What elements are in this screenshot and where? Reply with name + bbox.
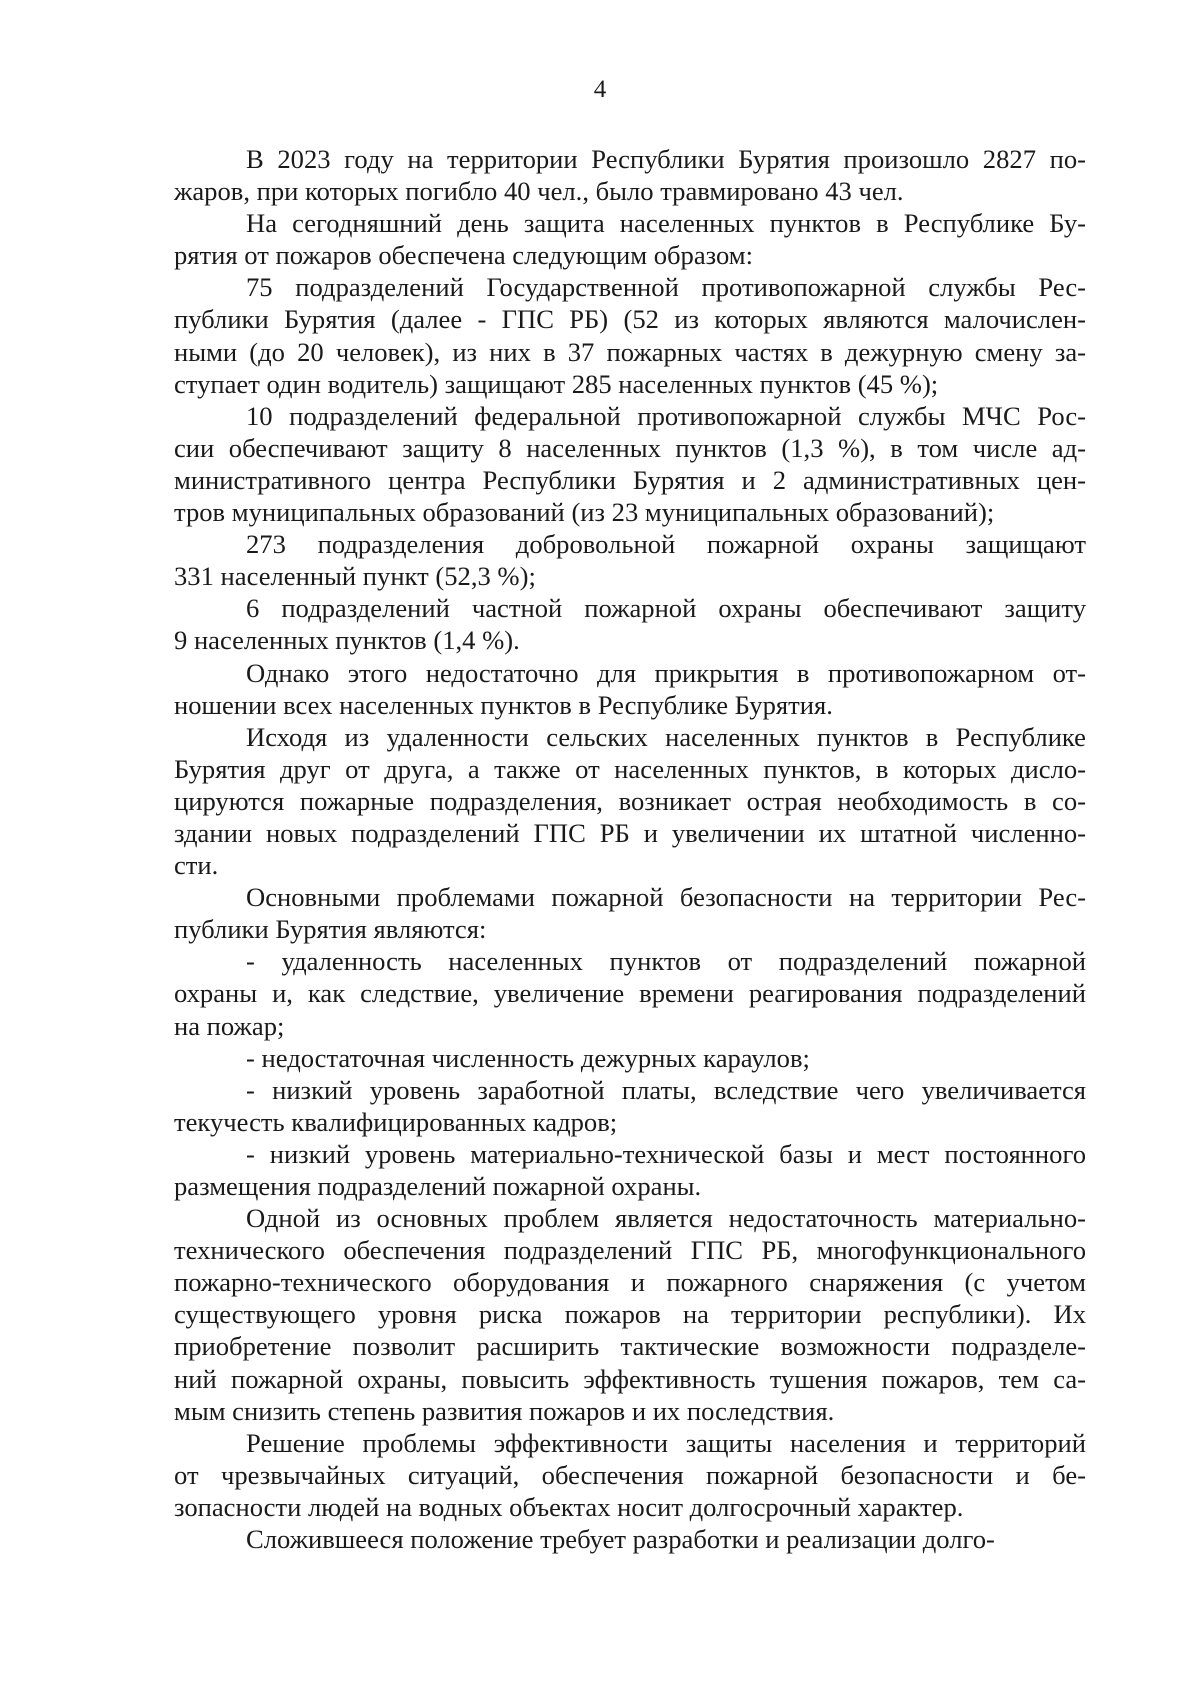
paragraph bbox=[174, 1074, 1086, 1138]
document-body bbox=[174, 143, 1086, 1555]
text-line: ний пожарной охраны, повысить эффективность тушения пожаров, тем са- bbox=[174, 1363, 1086, 1394]
paragraph bbox=[174, 528, 1086, 592]
text-line: 273 подразделения добровольной пожарной охраны защищают bbox=[246, 529, 1086, 560]
text-line: - низкий уровень материально-технической базы и мест постоянного bbox=[246, 1138, 1086, 1169]
text-line: Основными проблемами пожарной безопасности на территории Рес- bbox=[246, 882, 1086, 913]
text-line: зопасности людей на водных объектах носит долгосрочный характер. bbox=[174, 1491, 964, 1522]
text-line: цируются пожарные подразделения, возникает острая необходимость в со- bbox=[174, 785, 1086, 816]
text-line: от чрезвычайных ситуаций, обеспечения пожарной безопасности и бе- bbox=[174, 1459, 1086, 1490]
text-line: мым снизить степень развития пожаров и их последствия. bbox=[174, 1395, 835, 1426]
text-line: на пожар; bbox=[174, 1010, 285, 1041]
text-line: существующего уровня риска пожаров на территории республики). Их bbox=[174, 1299, 1086, 1330]
text-line: 9 населенных пунктов (1,4 %). bbox=[174, 625, 520, 656]
page-number: 4 bbox=[593, 76, 607, 103]
text-line: В 2023 году на территории Республики Бурятия произошло 2827 по- bbox=[246, 144, 1086, 174]
text-line: 10 подразделений федеральной противопожарной службы МЧС Рос- bbox=[246, 400, 1086, 431]
text-line: здании новых подразделений ГПС РБ и увеличении их штатной численно- bbox=[174, 817, 1086, 848]
text-line: 331 населенный пункт (52,3 %); bbox=[174, 561, 536, 592]
text-line: сии обеспечивают защиту 8 населенных пунктов (1,3 %), в том числе ад- bbox=[174, 432, 1086, 463]
text-line: текучесть квалифицированных кадров; bbox=[174, 1106, 618, 1137]
text-line: сти. bbox=[174, 850, 219, 881]
text-line: жаров, при которых погибло 40 чел., было травмировано 43 чел. bbox=[174, 176, 904, 207]
text-line: рятия от пожаров обеспечена следующим образом: bbox=[174, 240, 753, 271]
text-line: Однако этого недостаточно для прикрытия в противопожарном от- bbox=[246, 657, 1086, 688]
text-line: размещения подразделений пожарной охраны. bbox=[174, 1171, 702, 1201]
paragraph bbox=[174, 721, 1086, 881]
paragraph bbox=[174, 945, 1086, 1041]
paragraph bbox=[174, 592, 1086, 656]
text-line: технического обеспечения подразделений ГПС РБ, многофункционального bbox=[174, 1235, 1086, 1266]
text-line: 6 подразделений частной пожарной охраны обеспечивают защиту bbox=[246, 593, 1086, 624]
text-line: - недостаточная численность дежурных караулов; bbox=[246, 1042, 810, 1073]
paragraph bbox=[174, 1202, 1086, 1427]
text-line: охраны и, как следствие, увеличение времени реагирования подразделений bbox=[174, 978, 1086, 1009]
text-line: публики Бурятия (далее - ГПС РБ) (52 из которых являются малочислен- bbox=[174, 304, 1086, 335]
text-line: Сложившееся положение требует разработки и реализации долго- bbox=[246, 1524, 995, 1555]
text-line: приобретение позволит расширить тактические возможности подразделе- bbox=[174, 1331, 1086, 1362]
text-line: На сегодняшний день защита населенных пунктов в Республике Бу- bbox=[246, 208, 1086, 239]
text-line: Решение проблемы эффективности защиты населения и территорий bbox=[246, 1427, 1086, 1458]
text-line: 75 подразделений Государственной противопожарной службы Рес- bbox=[246, 272, 1086, 303]
paragraph bbox=[174, 1523, 1086, 1555]
paragraph bbox=[174, 271, 1086, 399]
text-line: - низкий уровень заработной платы, вследствие чего увеличивается bbox=[246, 1074, 1086, 1105]
text-line: Бурятия друг от друга, а также от населенных пунктов, в которых дисло- bbox=[174, 753, 1086, 784]
paragraph bbox=[174, 1138, 1086, 1202]
paragraph bbox=[174, 881, 1086, 945]
text-line: - удаленность населенных пунктов от подразделений пожарной bbox=[246, 946, 1086, 977]
text-line: ношении всех населенных пунктов в Республике Бурятия. bbox=[174, 689, 833, 720]
text-line: тров муниципальных образований (из 23 муниципальных образований); bbox=[174, 497, 995, 528]
text-line: ными (до 20 человек), из них в 37 пожарных частях в дежурную смену за- bbox=[174, 336, 1086, 367]
paragraph bbox=[174, 1042, 1086, 1074]
paragraph bbox=[174, 1427, 1086, 1523]
text-line: Исходя из удаленности сельских населенных пунктов в Республике bbox=[246, 721, 1086, 752]
text-line: ступает один водитель) защищают 285 населенных пунктов (45 %); bbox=[174, 368, 939, 399]
paragraph bbox=[174, 657, 1086, 721]
text-line: публики Бурятия являются: bbox=[174, 914, 487, 945]
text-line: пожарно-технического оборудования и пожарного снаряжения (с учетом bbox=[174, 1267, 1086, 1298]
text-line: министративного центра Республики Бурятия и 2 административных цен- bbox=[174, 464, 1086, 495]
text-line: Одной из основных проблем является недостаточность материально- bbox=[246, 1203, 1086, 1234]
paragraph bbox=[174, 207, 1086, 271]
paragraph bbox=[174, 143, 1086, 207]
paragraph bbox=[174, 400, 1086, 528]
